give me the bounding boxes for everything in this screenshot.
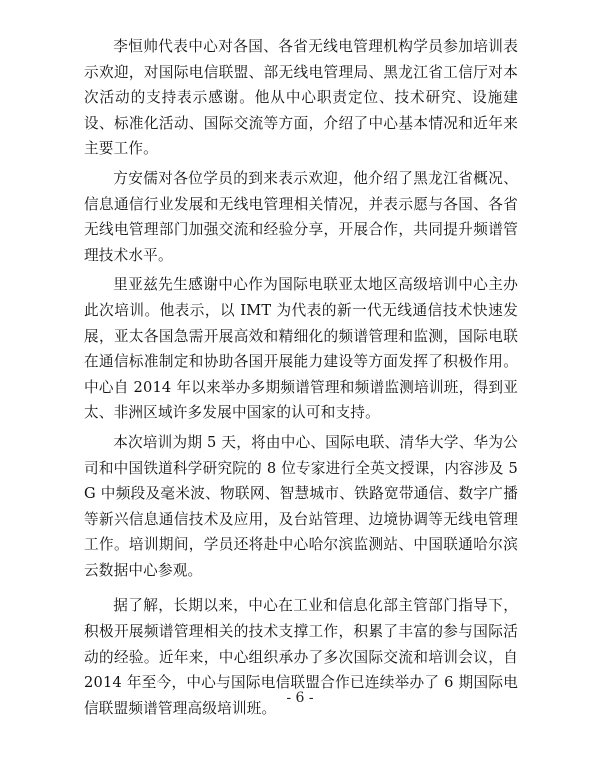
paragraph-welcome-fang: 方安儒对各位学员的到来表示欢迎，他介绍了黑龙江省概况、信息通信行业发展和无线电管理相关情况，并表示愿与各国、各省无线电管理部门加强交流和经验分享，开展合作，共同提升频谱管理技术水平。 [84, 169, 518, 264]
paragraph-welcome-li: 李恒帅代表中心对各国、各省无线电管理机构学员参加培训表示欢迎，对国际电信联盟、部无线电管理局、黑龙江省工信厅对本次活动的支持表示感谢。他从中心职责定位、技术研究、设施建设、标准化活动、国际交流等方面，介绍了中心基本情况和近年来主要工作。 [84, 38, 518, 158]
paragraph-background: 据了解，长期以来，中心在工业和信息化部主管部门指导下，积极开展频谱管理相关的技术支撑工作，积累了丰富的参与国际活动的经验。近年来，中心组织承办了多次国际交流和培训会议，自 2014 年至今，中心与国际电信联盟合作已连续举办了 6 期国际电信联盟频谱管理高级培训班。 [84, 597, 518, 717]
body-text [84, 34, 518, 725]
page-number: - 6 - [286, 690, 314, 706]
paragraph-training-details: 本次培训为期 5 天，将由中心、国际电联、清华大学、华为公司和中国铁道科学研究院的 8 位专家进行全英文授课，内容涉及 5G 中频段及毫米波、物联网、智慧城市、铁路宽带通信、数字广播等新兴信息通信技术及应用，及台站管理、边境协调等无线电管理工作。培训期间，学员还将赴中心哈尔滨监测站、中国联通哈尔滨云数据中心参观。 [84, 433, 518, 579]
paragraph-riaz-remarks: 里亚兹先生感谢中心作为国际电联亚太地区高级培训中心主办此次培训。他表示，以 IMT 为代表的新一代无线通信技术快速发展，亚太各国急需开展高效和精细化的频谱管理和监测，国际电联在通信标准制定和协助各国开展能力建设等方面发挥了积极作用。中心自 2014 年以来举办多期频谱管理和频谱监测培训班，得到亚太、非洲区域许多发展中国家的认可和支持。 [84, 276, 518, 422]
